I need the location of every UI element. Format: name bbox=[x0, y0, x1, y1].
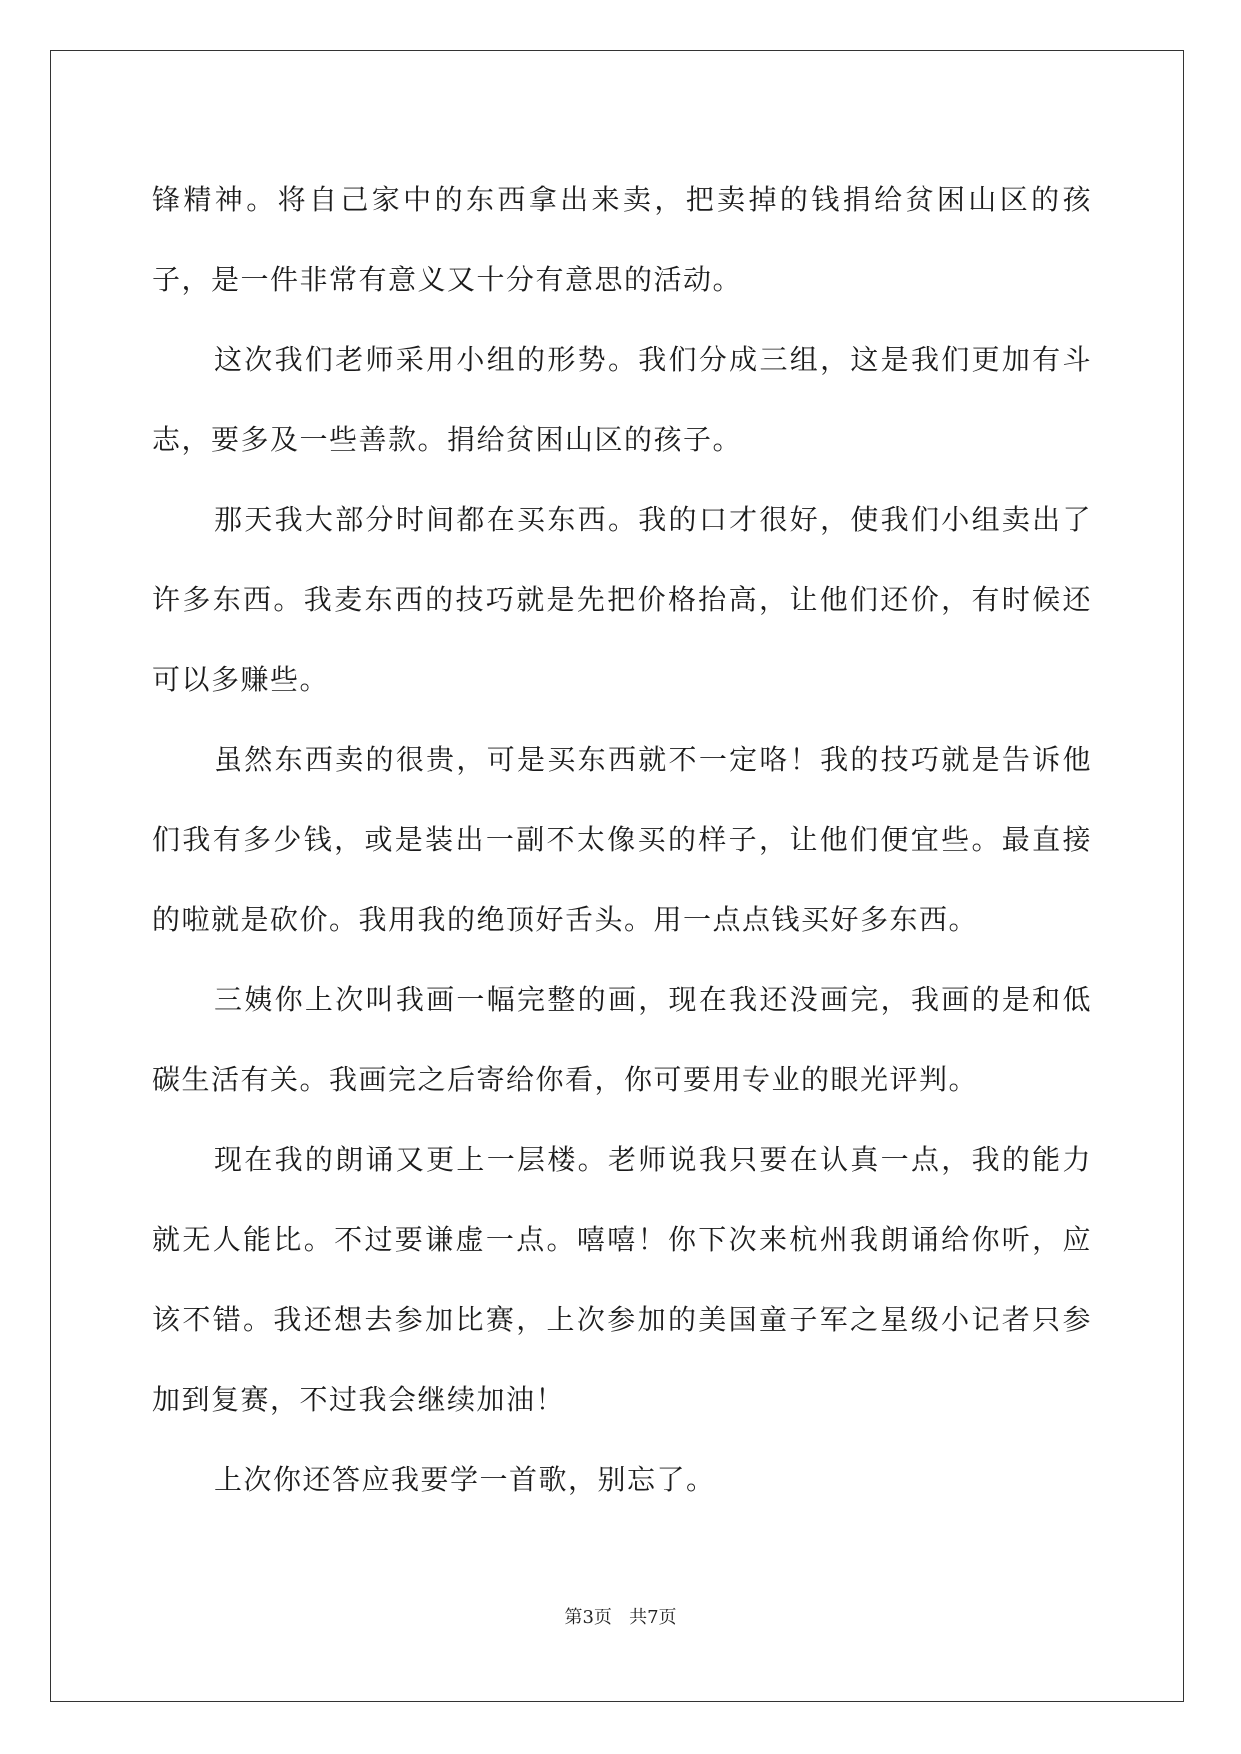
paragraph-1: 锋精神。将自己家中的东西拿出来卖，把卖掉的钱捐给贫困山区的孩子，是一件非常有意义又十分有意思的活动。 bbox=[152, 183, 1092, 296]
paragraph-5: 三姨你上次叫我画一幅完整的画，现在我还没画完，我画的是和低碳生活有关。我画完之后寄给你看，你可要用专业的眼光评判。 bbox=[152, 983, 1092, 1096]
document-body bbox=[152, 160, 1092, 1520]
page-number: 第3页 bbox=[564, 1607, 612, 1628]
page-total: 共7页 bbox=[629, 1607, 677, 1628]
paragraph-2: 这次我们老师采用小组的形势。我们分成三组，这是我们更加有斗志，要多及一些善款。捐给贫困山区的孩子。 bbox=[152, 343, 1092, 456]
page-footer bbox=[0, 1603, 1241, 1629]
paragraph-3: 那天我大部分时间都在买东西。我的口才很好，使我们小组卖出了许多东西。我麦东西的技巧就是先把价格抬高，让他们还价，有时候还可以多赚些。 bbox=[152, 503, 1092, 696]
paragraph-7: 上次你还答应我要学一首歌，别忘了。 bbox=[214, 1463, 716, 1496]
paragraph-4: 虽然东西卖的很贵，可是买东西就不一定咯！我的技巧就是告诉他们我有多少钱，或是装出一副不太像买的样子，让他们便宜些。最直接的啦就是砍价。我用我的绝顶好舌头。用一点点钱买好多东西。 bbox=[152, 743, 1092, 936]
paragraph-6: 现在我的朗诵又更上一层楼。老师说我只要在认真一点，我的能力就无人能比。不过要谦虚一点。嘻嘻！你下次来杭州我朗诵给你听，应该不错。我还想去参加比赛，上次参加的美国童子军之星级小记者只参加到复赛，不过我会继续加油！ bbox=[152, 1143, 1092, 1416]
